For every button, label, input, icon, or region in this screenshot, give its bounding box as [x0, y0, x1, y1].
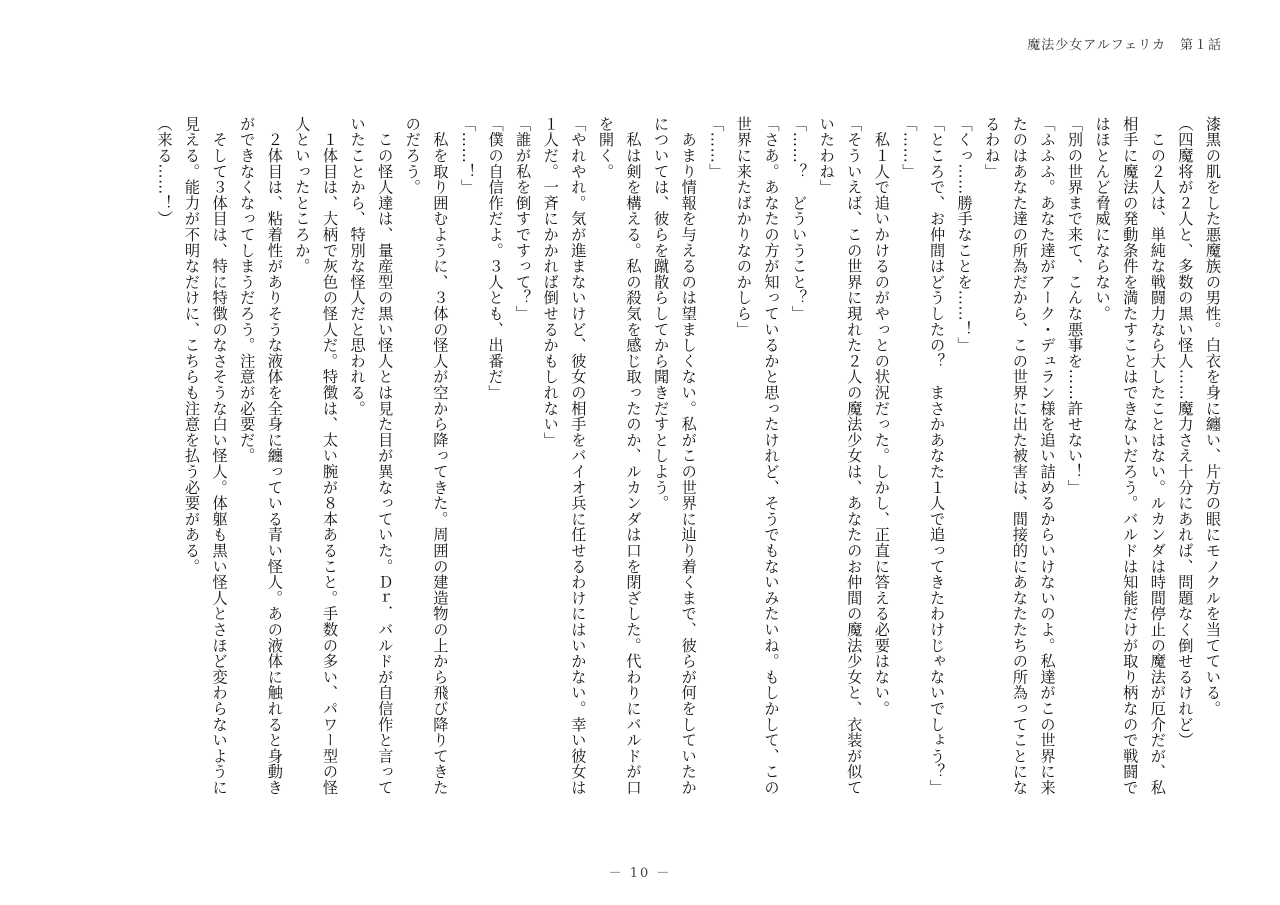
- text-line: 「ふふふ。あなた達がアーク・デュラン様を追い詰めるからいけないのよ。私達がこの世界に来たのはあなた達の所為だから、この世界に出た被害は、間接的にあなたたちの所為ってことになるわね」: [983, 116, 1057, 796]
- text-line: 「別の世界まで来て、こんな悪事を……許せない！」: [1066, 116, 1085, 496]
- text-line: 「誰が私を倒すですって？」: [514, 116, 533, 322]
- text-line: そして３体目は、特に特徴のなさそうな白い怪人。体躯も黒い怪人とさほど変わらないように見える。能力が不明なだけに、こちらも注意を払う必要がある。: [183, 116, 229, 796]
- text-line: 私を取り囲むように、３体の怪人が空から降ってきた。周囲の建造物の上から飛び降りてきたのだろう。: [403, 116, 450, 796]
- text-line: 「そういえば、この世界に現れた２人の魔法少女は、あなたのお仲間の魔法少女と、衣装が似ていたわね」: [817, 116, 864, 796]
- text-line: 「……」: [707, 116, 726, 180]
- episode-label: 第１話: [1179, 38, 1222, 53]
- text-line: 「……！」: [458, 116, 477, 195]
- text-line: この２人は、単純な戦闘力なら大したことはない。ルカンダは時間停止の魔法が厄介だが、私相手に魔法の発動条件を満たすことはできないだろう。バルドは知能だけが取り柄なので戦闘ではほとんど脅威にならない。: [1093, 116, 1167, 796]
- text-line: １体目は、大柄で灰色の怪人だ。特徴は、太い腕が８本あること。手数の多い、パワー型の怪人といったところか。: [293, 116, 339, 796]
- text-line: ２体目は、粘着性がありそうな液体を全身に纏っている青い怪人。あの液体に触れると身動きができなくなってしまうだろう。注意が必要だ。: [238, 116, 284, 796]
- text-line: 私１人で追いかけるのがやっとの状況だった。しかし、正直に答える必要はない。: [872, 116, 891, 717]
- text-line: 「僕の自信作だよ。３人とも、出番だ」: [486, 116, 505, 401]
- text-line: 「やれやれ。気が進まないけど、彼女の相手をバイオ兵に任せるわけにはいかない。幸い彼女は１人だ。一斉にかかれば倒せるかもしれない」: [541, 116, 588, 796]
- running-header: [1027, 34, 1222, 53]
- book-title: 魔法少女アルフェリカ: [1027, 38, 1166, 53]
- text-line: 私は剣を構える。私の殺気を感じ取ったのか、ルカンダは口を閉ざした。代わりにバルドが口を開く。: [596, 116, 643, 796]
- text-line: 「……？ どういうこと？」: [790, 116, 809, 322]
- text-line: 「くっ……勝手なことを……！」: [955, 116, 974, 353]
- text-line: （四魔将が２人と、多数の黒い怪人……魔力さえ十分にあれば、問題なく倒せるけれど）: [1176, 116, 1195, 748]
- text-line: あまり情報を与えるのは望ましくない。私がこの世界に辿り着くまで、彼らが何をしていたかについては、彼らを蹴散らしてから聞きだすとしよう。: [652, 116, 698, 796]
- text-line: （来る……！）: [155, 116, 174, 227]
- text-line: 漆黒の肌をした悪魔族の男性。白衣を身に纏い、片方の眼にモノクルを当てている。: [1204, 116, 1222, 717]
- page-number: － 10 －: [608, 866, 672, 881]
- text-line: 「さあ。あなたの方が知っているかと思ったけれど、そうでもないみたいね。もしかして、この世界に来たばかりなのかしら」: [734, 116, 781, 796]
- text-line: 「……」: [900, 116, 919, 180]
- text-line: 「ところで、お仲間はどうしたの？ まさかあなた１人で追ってきたわけじゃないでしょう？」: [928, 116, 947, 796]
- text-line: この怪人達は、量産型の黒い怪人とは見た目が異なっていた。Ｄｒ．バルドが自信作と言っていたことから、特別な怪人だと思われる。: [348, 116, 395, 796]
- vertical-text-body: [46, 116, 1226, 806]
